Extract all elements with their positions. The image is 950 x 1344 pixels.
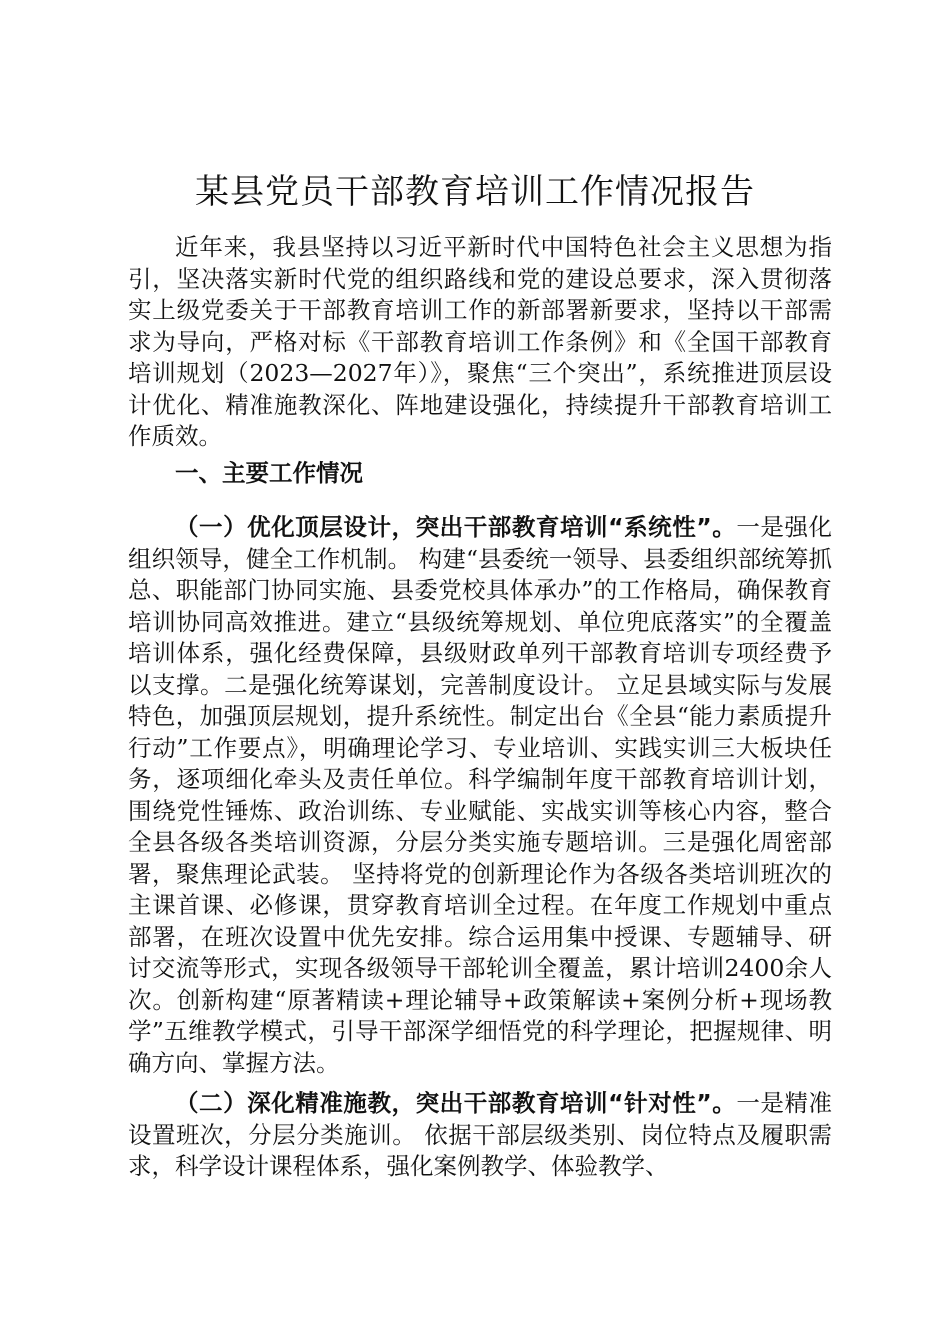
page-title: 某县党员干部教育培训工作情况报告 — [195, 172, 755, 212]
subsection-1-body: 一是强化组织领导，健全工作机制。 构建“县委统一领导、县委组织部统筹抓总、职能部门协同实施、县委党校具体承办”的工作格局，确保教育培训协同高效推进。建立“县级统筹规划、单位兜底落实”的全覆盖培训体系，强化经费保障，县级财政单列干部教育培训专项经费予以支撑。二是强化统筹谋划，完善制度设计。 立足县域实际与发展特色，加强顶层规划，提升系统性。制定出台《全县“能力素质提升行动”工作要点》，明确理论学习、专业培训、实践实训三大板块任务，逐项细化牵头及责任单位。科学编制年度干部教育培训计划，围绕党性锤炼、政治训练、专业赋能、实战实训等核心内容，整合全县各级各类培训资源，分层分类实施专题培训。三是强化周密部署，聚焦理论武装。 坚持将党的创新理论作为各级各类培训班次的主课首课、必修课，贯穿教育培训全过程。在年度工作规划中重点部署，在班次设置中优先安排。综合运用集中授课、专题辅导、研讨交流等形式，实现各级领导干部轮训全覆盖，累计培训2400余人次。创新构建“原著精读+理论辅导+政策解读+案例分析+现场教学”五维教学模式，引导干部深学细悟党的科学理论，把握规律、明确方向、掌握方法。 — [128, 513, 833, 1077]
subsection-2-body: 一是精准设置班次，分层分类施训。 依据干部层级类别、岗位特点及履职需求，科学设计课程体系，强化案例教学、体验教学、 — [128, 1089, 833, 1180]
subsection-1-paragraph — [128, 512, 832, 1079]
subsection-1-lead: （一）优化顶层设计，突出干部教育培训“系统性”。 — [175, 513, 737, 541]
subsection-2-paragraph — [128, 1088, 832, 1183]
section-heading-1: 一、主要工作情况 — [175, 459, 363, 487]
intro-paragraph: 近年来，我县坚持以习近平新时代中国特色社会主义思想为指引，坚决落实新时代党的组织路线和党的建设总要求，深入贯彻落实上级党委关于干部教育培训工作的新部署新要求，坚持以干部需求为导向，严格对标《干部教育培训工作条例》和《全国干部教育培训规划（2023—2027年）》，聚焦“三个突出”，系统推进顶层设计优化、精准施教深化、阵地建设强化，持续提升干部教育培训工作质效。 — [128, 233, 832, 450]
subsection-2-lead: （二）深化精准施教，突出干部教育培训“针对性”。 — [175, 1089, 737, 1117]
